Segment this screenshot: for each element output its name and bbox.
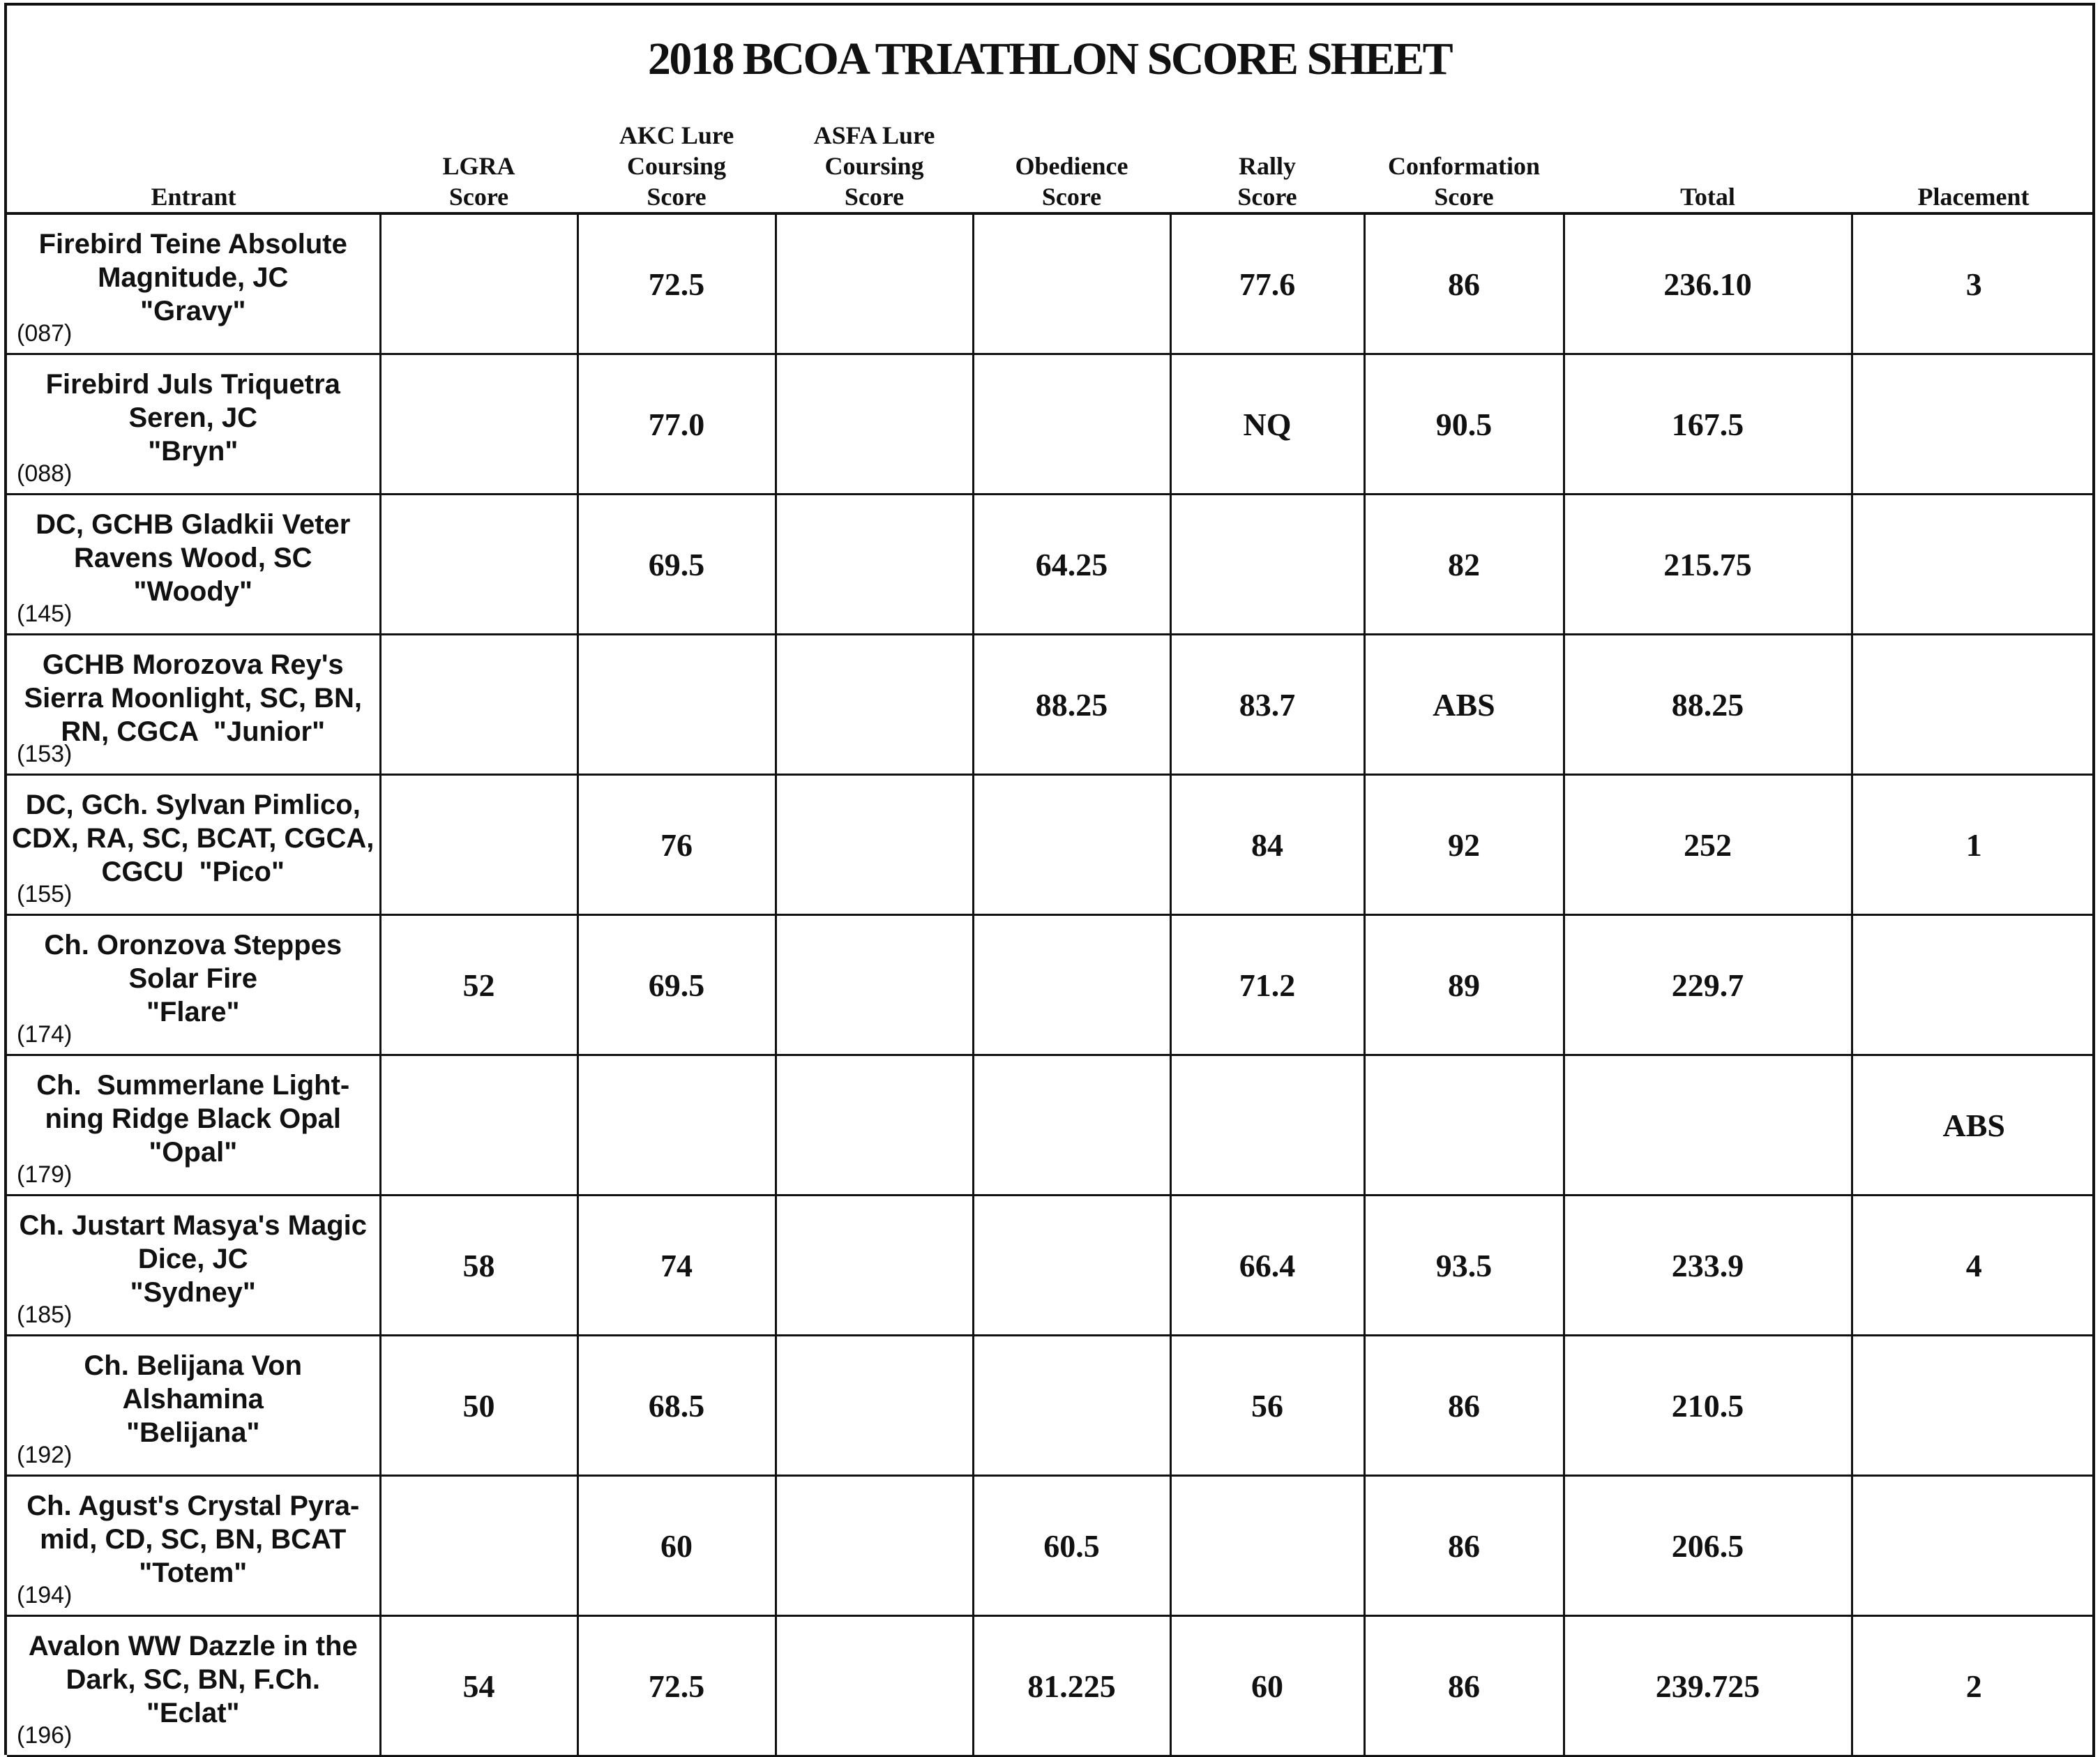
placement-cell: 4 [1852,1196,2095,1336]
entrant-cell [7,1616,380,1756]
entrant-number: (145) [17,601,73,627]
conformation-score-cell: 86 [1364,213,1564,354]
entrant-name [7,227,379,328]
entrant-cell [7,213,380,354]
entrant-name [7,928,379,1029]
entrant-number: (174) [17,1021,73,1048]
akc-score-cell: 72.5 [577,1616,776,1756]
total-score-cell: 215.75 [1564,495,1852,635]
asfa-score-cell [776,635,973,775]
table-row [7,775,2095,915]
table-row [7,1196,2095,1336]
header-row [7,110,2095,213]
entrant-number: (185) [17,1302,73,1328]
placement-cell [1852,495,2095,635]
score-sheet [4,3,2095,1755]
entrant-name-line: CGCU "Pico" [101,857,285,887]
akc-score-cell: 74 [577,1196,776,1336]
conformation-score-cell: 90.5 [1364,354,1564,495]
entrant-cell [7,1196,380,1336]
entrant-name-line: Ch. Oronzova Steppes [44,930,342,960]
placement-cell [1852,1476,2095,1616]
header-obedience: Obedience Score [973,110,1170,213]
rally-score-cell: 77.6 [1170,213,1364,354]
header-lgra: LGRA Score [380,110,577,213]
entrant-name-line: Ch. Summerlane Light- [36,1070,350,1101]
entrant-number: (153) [17,741,73,767]
table-row [7,1476,2095,1616]
header-total: Total [1564,110,1852,213]
entrant-cell [7,495,380,635]
entrant-number: (087) [17,320,73,347]
total-score-cell: 236.10 [1564,213,1852,354]
total-score-cell: 167.5 [1564,354,1852,495]
obedience-score-cell: 81.225 [973,1616,1170,1756]
total-score-cell: 233.9 [1564,1196,1852,1336]
score-body [7,213,2095,1756]
entrant-name-line: Alshamina [122,1384,264,1415]
asfa-score-cell [776,1196,973,1336]
placement-cell [1852,635,2095,775]
entrant-name-line: Dark, SC, BN, F.Ch. [66,1664,320,1695]
entrant-number: (155) [17,881,73,907]
entrant-name-line: "Eclat" [146,1698,240,1728]
placement-cell [1852,1336,2095,1476]
rally-score-cell [1170,1055,1364,1196]
asfa-score-cell [776,1476,973,1616]
table-row [7,635,2095,775]
lgra-score-cell [380,1476,577,1616]
entrant-name-line: RN, CGCA "Junior" [61,716,326,747]
conformation-score-cell: 82 [1364,495,1564,635]
entrant-name [7,1069,379,1169]
entrant-name-line: "Sydney" [130,1277,256,1308]
asfa-score-cell [776,213,973,354]
entrant-name-line: Dice, JC [137,1244,248,1274]
score-table [7,110,2095,1757]
akc-score-cell: 68.5 [577,1336,776,1476]
conformation-score-cell: 89 [1364,915,1564,1055]
lgra-score-cell [380,354,577,495]
conformation-score-cell [1364,1055,1564,1196]
placement-cell [1852,354,2095,495]
entrant-name-line: Seren, JC [128,402,258,433]
akc-score-cell: 76 [577,775,776,915]
asfa-score-cell [776,1055,973,1196]
rally-score-cell: NQ [1170,354,1364,495]
rally-score-cell: 71.2 [1170,915,1364,1055]
entrant-cell [7,1336,380,1476]
entrant-name-line: Sierra Moonlight, SC, BN, [24,683,362,714]
entrant-cell [7,1476,380,1616]
entrant-name-line: DC, GCHB Gladkii Veter [36,509,351,540]
akc-score-cell [577,635,776,775]
placement-cell [1852,915,2095,1055]
akc-score-cell: 69.5 [577,495,776,635]
table-row [7,1055,2095,1196]
rally-score-cell: 66.4 [1170,1196,1364,1336]
total-score-cell [1564,1055,1852,1196]
rally-score-cell [1170,1476,1364,1616]
lgra-score-cell [380,495,577,635]
entrant-cell [7,635,380,775]
sheet-title: 2018 BCOA TRIATHLON SCORE SHEET [647,33,1452,84]
table-row [7,1336,2095,1476]
lgra-score-cell [380,635,577,775]
entrant-name [7,1629,379,1730]
entrant-name-line: Magnitude, JC [98,262,289,293]
entrant-number: (194) [17,1582,73,1608]
obedience-score-cell [973,775,1170,915]
entrant-cell [7,1055,380,1196]
conformation-score-cell: 86 [1364,1336,1564,1476]
rally-score-cell [1170,495,1364,635]
table-row [7,495,2095,635]
header-asfa: ASFA Lure Coursing Score [776,110,973,213]
obedience-score-cell [973,915,1170,1055]
obedience-score-cell [973,1055,1170,1196]
entrant-name [7,788,379,889]
table-row [7,354,2095,495]
entrant-name-line: Solar Fire [128,963,257,994]
lgra-score-cell [380,213,577,354]
entrant-cell [7,354,380,495]
entrant-name-line: Ch. Belijana Von [84,1350,303,1381]
entrant-name-line: Firebird Juls Triquetra [45,369,340,400]
obedience-score-cell [973,1336,1170,1476]
akc-score-cell: 69.5 [577,915,776,1055]
asfa-score-cell [776,495,973,635]
rally-score-cell: 84 [1170,775,1364,915]
placement-cell: ABS [1852,1055,2095,1196]
lgra-score-cell [380,1055,577,1196]
total-score-cell: 229.7 [1564,915,1852,1055]
obedience-score-cell: 88.25 [973,635,1170,775]
lgra-score-cell: 54 [380,1616,577,1756]
header-entrant: Entrant [7,110,380,213]
entrant-name-line: GCHB Morozova Rey's [42,649,344,680]
entrant-cell [7,915,380,1055]
asfa-score-cell [776,775,973,915]
entrant-name [7,648,379,748]
entrant-name-line: ning Ridge Black Opal [45,1103,341,1134]
lgra-score-cell: 58 [380,1196,577,1336]
rally-score-cell: 56 [1170,1336,1364,1476]
entrant-name-line: DC, GCh. Sylvan Pimlico, [25,790,361,820]
entrant-name-line: Ravens Wood, SC [73,543,312,573]
asfa-score-cell [776,1616,973,1756]
entrant-name-line: "Woody" [133,576,252,607]
asfa-score-cell [776,1336,973,1476]
entrant-name-line: "Totem" [139,1558,248,1588]
obedience-score-cell [973,213,1170,354]
entrant-name [7,1209,379,1309]
header-conformation: Conformation Score [1364,110,1564,213]
lgra-score-cell [380,775,577,915]
total-score-cell: 88.25 [1564,635,1852,775]
total-score-cell: 239.725 [1564,1616,1852,1756]
obedience-score-cell: 64.25 [973,495,1170,635]
entrant-name-line: "Gravy" [140,296,246,326]
entrant-number: (179) [17,1161,73,1188]
obedience-score-cell [973,354,1170,495]
akc-score-cell: 77.0 [577,354,776,495]
rally-score-cell: 60 [1170,1616,1364,1756]
entrant-name-line: Ch. Agust's Crystal Pyra- [27,1491,360,1521]
entrant-name-line: "Bryn" [148,436,239,467]
entrant-name [7,368,379,468]
lgra-score-cell: 50 [380,1336,577,1476]
entrant-number: (192) [17,1442,73,1468]
entrant-name-line: Avalon WW Dazzle in the [28,1631,358,1661]
obedience-score-cell [973,1196,1170,1336]
entrant-name-line: "Flare" [146,997,240,1027]
conformation-score-cell: 92 [1364,775,1564,915]
placement-cell: 2 [1852,1616,2095,1756]
placement-cell: 1 [1852,775,2095,915]
conformation-score-cell: 93.5 [1364,1196,1564,1336]
entrant-number: (196) [17,1722,73,1749]
total-score-cell: 210.5 [1564,1336,1852,1476]
table-row [7,915,2095,1055]
conformation-score-cell: ABS [1364,635,1564,775]
akc-score-cell [577,1055,776,1196]
conformation-score-cell: 86 [1364,1616,1564,1756]
entrant-name [7,1349,379,1449]
entrant-name-line: CDX, RA, SC, BCAT, CGCA, [12,823,375,854]
header-akc: AKC Lure Coursing Score [577,110,776,213]
total-score-cell: 206.5 [1564,1476,1852,1616]
akc-score-cell: 72.5 [577,213,776,354]
header-rally: Rally Score [1170,110,1364,213]
asfa-score-cell [776,354,973,495]
entrant-number: (088) [17,460,73,487]
rally-score-cell: 83.7 [1170,635,1364,775]
entrant-name-line: "Opal" [149,1137,238,1168]
entrant-name-line: "Belijana" [126,1417,260,1448]
table-row [7,213,2095,354]
entrant-name [7,508,379,608]
asfa-score-cell [776,915,973,1055]
total-score-cell: 252 [1564,775,1852,915]
header-placement: Placement [1852,110,2095,213]
entrant-name-line: Firebird Teine Absolute [38,229,347,259]
table-row [7,1616,2095,1756]
akc-score-cell: 60 [577,1476,776,1616]
lgra-score-cell: 52 [380,915,577,1055]
entrant-name-line: mid, CD, SC, BN, BCAT [40,1524,347,1555]
placement-cell: 3 [1852,213,2095,354]
entrant-name [7,1489,379,1590]
entrant-name-line: Ch. Justart Masya's Magic [19,1210,368,1241]
entrant-cell [7,775,380,915]
obedience-score-cell: 60.5 [973,1476,1170,1616]
conformation-score-cell: 86 [1364,1476,1564,1616]
